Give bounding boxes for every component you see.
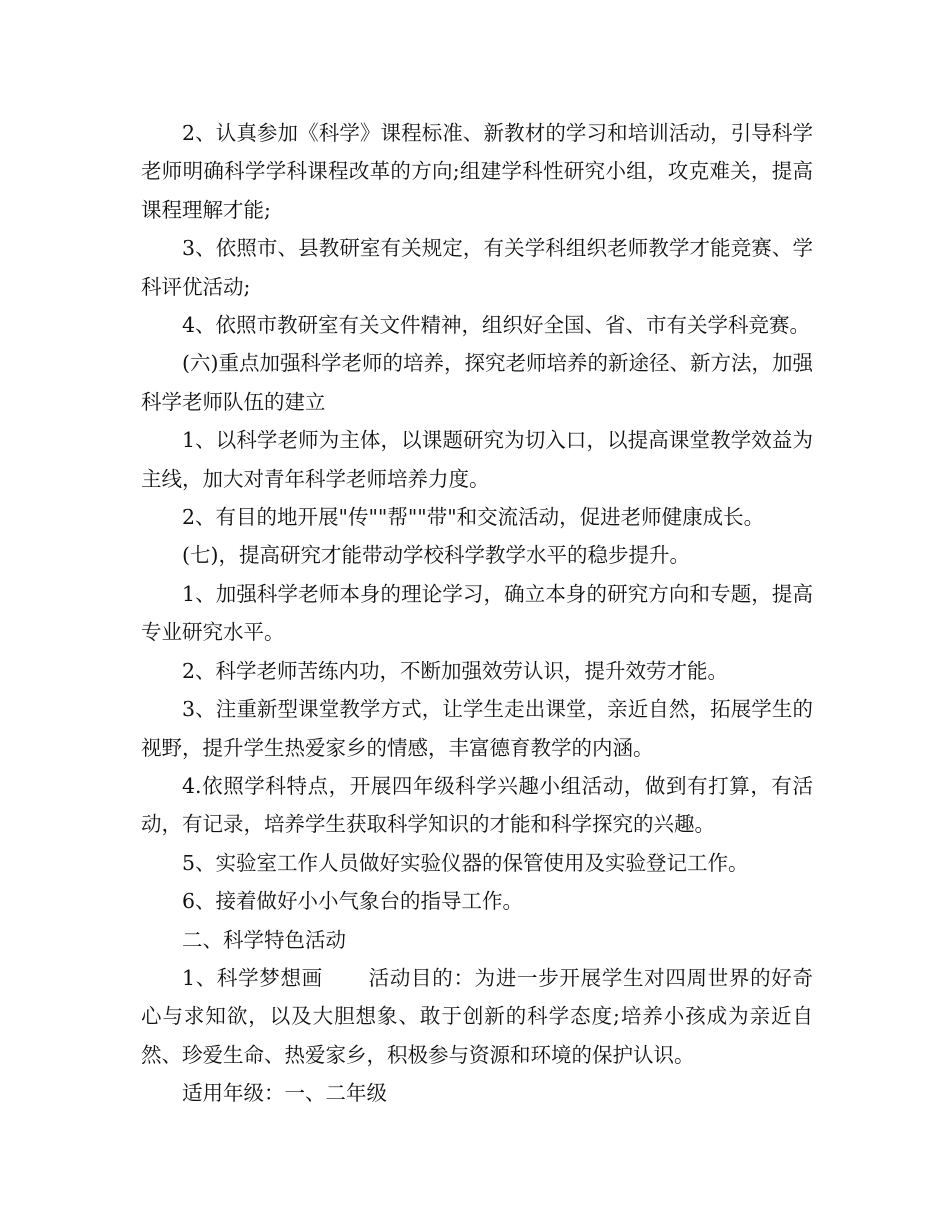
activity-purpose: 活动目的：为进一步开展学生对四周世界的好奇心与求知欲，以及大胆想象、敢于创新的科学态度;培养小孩成为亲近自然、珍爱生命、热爱家乡，积极参与资源和环境的保护认识。 — [141, 965, 814, 1067]
activity-paragraph — [141, 959, 813, 1074]
paragraph-10: 3、注重新型课堂教学方式，让学生走出课堂，亲近自然，拓展学生的视野，提升学生热爱家乡的情感，丰富德育教学的内涵。 — [141, 697, 813, 760]
paragraph-13: 6、接着做好小小气象台的指导工作。 — [182, 889, 524, 914]
section-heading-6: (六)重点加强科学老师的培养，探究老师培养的新途径、新方法，加强科学老师队伍的建立 — [141, 351, 813, 414]
paragraph-2: 3、依照市、县教研室有关规定，有关学科组织老师教学才能竞赛、学科评优活动; — [141, 236, 813, 299]
paragraph-6: 2、有目的地开展"传""帮""带"和交流活动，促进老师健康成长。 — [182, 505, 765, 530]
paragraph-9: 2、科学老师苦练内功，不断加强效劳认识，提升效劳才能。 — [182, 658, 729, 683]
grade-line: 适用年级：一、二年级 — [182, 1081, 387, 1106]
paragraph-12: 5、实验室工作人员做好实验仪器的保管使用及实验登记工作。 — [182, 850, 749, 875]
section-heading-2: 二、科学特色活动 — [182, 927, 346, 952]
paragraph-5: 1、以科学老师为主体，以课题研究为切入口，以提高课堂教学效益为主线，加大对青年科学老师培养力度。 — [141, 428, 813, 491]
document-page — [141, 114, 813, 1113]
activity-name: 1、科学梦想画 — [182, 965, 323, 990]
paragraph-1: 2、认真参加《科学》课程标准、新教材的学习和培训活动，引导科学老师明确科学学科课程改革的方向;组建学科性研究小组，攻克难关，提高课程理解才能; — [141, 121, 813, 222]
section-heading-7: (七)，提高研究才能带动学校科学教学水平的稳步提升。 — [182, 543, 690, 568]
paragraph-11: 4.依照学科特点，开展四年级科学兴趣小组活动，做到有打算，有活动，有记录，培养学生获取科学知识的才能和科学探究的兴趣。 — [141, 773, 813, 837]
paragraph-8: 1、加强科学老师本身的理论学习，确立本身的研究方向和专题，提高专业研究水平。 — [141, 581, 813, 645]
paragraph-3: 4、依照市教研室有关文件精神，组织好全国、省、市有关学科竞赛。 — [182, 313, 811, 338]
